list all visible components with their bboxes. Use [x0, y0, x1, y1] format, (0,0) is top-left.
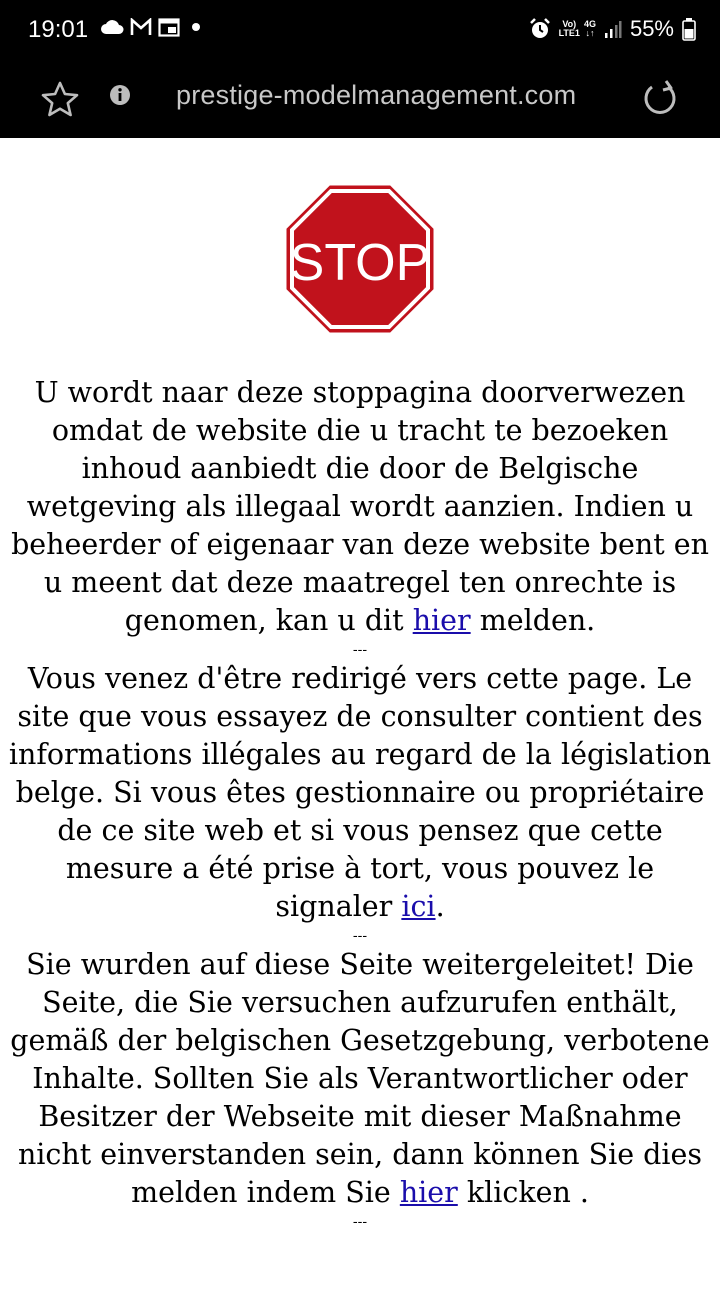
status-bar: [0, 0, 720, 62]
dot-icon: [186, 19, 206, 35]
site-info-icon[interactable]: [109, 84, 131, 106]
signal-icon: [604, 19, 622, 39]
stop-sign-text: STOP: [289, 234, 431, 292]
separator: ---: [352, 642, 368, 658]
page-content: [0, 138, 720, 1232]
separator: ---: [352, 1214, 368, 1230]
message-german: [4, 946, 716, 1212]
german-text: Sie wurden auf diese Seite weitergeleitet! Die Seite, die Sie versuchen aufzurufen enthält, gemäß der belgischen Gesetzgebung, verbotene Inhalte. Sollten Sie als Verantwortlicher oder Besitzer der Webseite mit dieser Maßnahme nicht einverstanden sein, dann können Sie dies melden indem Sie: [10, 948, 710, 1209]
volte-label: Vo): [562, 19, 577, 29]
network-type-label: 4G: [583, 19, 596, 29]
cloud-icon: [100, 19, 124, 35]
report-link-german[interactable]: hier: [399, 1176, 458, 1209]
stop-sign-icon: [285, 184, 435, 334]
report-link-dutch[interactable]: hier: [412, 604, 471, 637]
bookmark-star-icon[interactable]: [40, 80, 80, 118]
battery-percent: 55%: [629, 16, 674, 41]
reload-icon[interactable]: [640, 78, 680, 118]
notification-icons: [100, 17, 206, 37]
calendar-icon: [158, 17, 180, 37]
french-text: Vous venez d'être redirigé vers cette page. Le site que vous essayez de consulter contient des informations illégales au regard de la législation belge. Si vous êtes gestionnaire ou propriétaire de ce site web et si vous pensez que cette mesure a été prise à tort, vous pouvez le signaler: [8, 662, 712, 923]
battery-icon: [682, 17, 696, 41]
browser-toolbar: [0, 62, 720, 138]
network-indicator: Vo) LTE1 4G ↓↑: [558, 19, 596, 38]
dutch-text-end: melden.: [470, 604, 596, 637]
dutch-text: U wordt naar deze stoppagina doorverwezen omdat de website die u tracht te bezoeken inhoud aanbiedt die door de Belgische wetgeving als illegaal wordt aanzien. Indien u beheerder of eigenaar van deze website bent en u meent dat deze maatregel ten onrechte is genomen, kan u dit: [11, 376, 709, 637]
status-time: 19:01: [28, 16, 89, 43]
block-message: [0, 374, 720, 1232]
url-display[interactable]: prestige-modelmanagement.com: [176, 80, 577, 110]
system-icons: [529, 16, 696, 42]
lte-label: LTE1: [558, 28, 580, 38]
message-french: [4, 660, 716, 926]
french-text-end: .: [435, 890, 445, 923]
gmail-icon: [130, 18, 152, 36]
separator: ---: [352, 928, 368, 944]
message-dutch: [4, 374, 716, 640]
report-link-french[interactable]: ici: [401, 890, 436, 923]
german-text-end: klicken .: [457, 1176, 589, 1209]
alarm-icon: [529, 18, 551, 40]
